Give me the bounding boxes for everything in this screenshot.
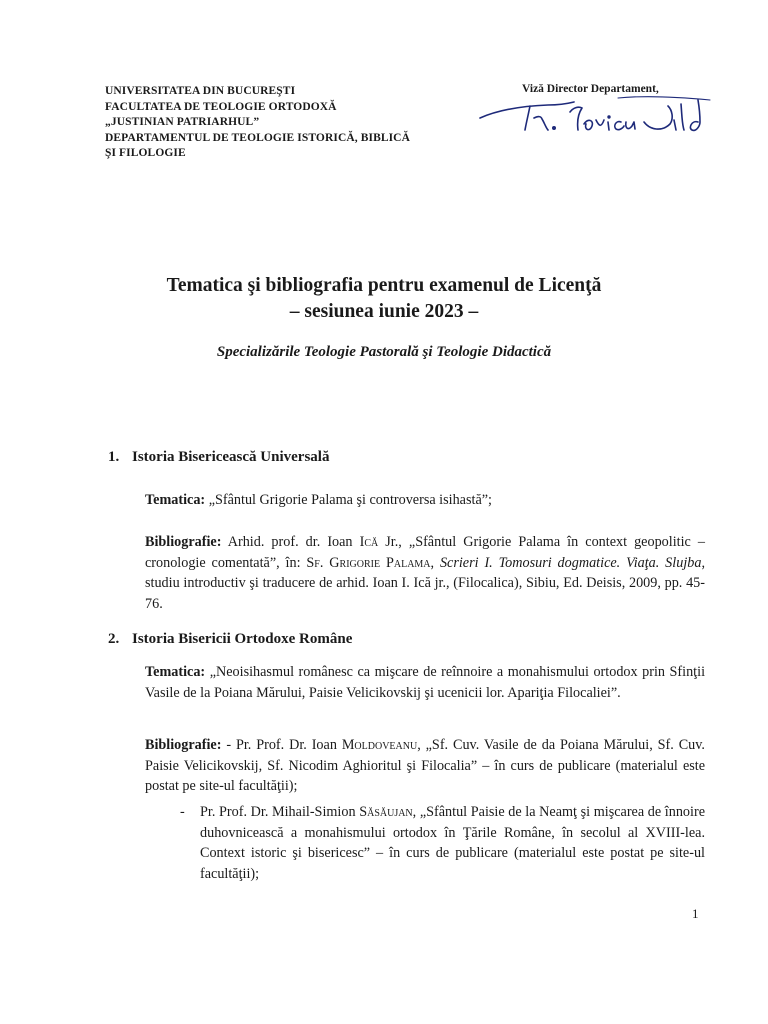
bib-text: , „Sfântul Paisie de la Neamţ şi mişcarea de înnoire duhovnicească a monahismului ortodox în Ţările Române, în secolul al XVIII-lea. Context istoric şi bisericesc” – în curs de publicare (materialul este postat pe site-ul facultăţii); bbox=[200, 804, 705, 882]
institution-header bbox=[105, 84, 410, 162]
section-1-heading bbox=[108, 449, 329, 466]
bib-author: Săsăujan bbox=[359, 804, 413, 820]
bib-text: , bbox=[430, 554, 440, 571]
section-2-number: 2. bbox=[108, 631, 120, 647]
page-number: 1 bbox=[692, 906, 699, 921]
header-line-department-cont: ŞI FILOLOGIE bbox=[105, 147, 186, 159]
bib-text: Pr. Prof. Dr. Mihail-Simion bbox=[200, 804, 360, 820]
bib-text: , „Sf. Cuv. Vasile de da Poiana Mărului, Sf. Cuv. Paisie Velicikovskij, Sf. Nicodim Aghioritul şi Filocalia” – în curs de publicare (materialul este postat pe site-ul facultăţii); bbox=[145, 737, 705, 794]
section-2-title: Istoria Bisericii Ortodoxe Române bbox=[132, 631, 353, 647]
section-1-bibliography bbox=[145, 532, 705, 614]
bibliografie-label: Bibliografie: bbox=[145, 737, 222, 753]
section-2-tematica bbox=[145, 662, 705, 703]
header-line-faculty: FACULTATEA DE TEOLOGIE ORTODOXĂ bbox=[105, 100, 337, 113]
header-line-university: UNIVERSITATEA DIN BUCUREŞTI bbox=[105, 85, 296, 97]
section-1-title: Istoria Bisericească Universală bbox=[132, 449, 330, 465]
bib-text: Arhid. prof. dr. Ioan bbox=[221, 534, 360, 550]
session-title: – sesiunea iunie 2023 – bbox=[289, 301, 479, 322]
tematica-text: „Sfântul Grigorie Palama şi controversa isihastă”; bbox=[208, 492, 492, 508]
section-1-number: 1. bbox=[108, 449, 120, 465]
director-visa-label: Viză Director Departament, bbox=[522, 83, 659, 95]
bib-text: Jr., „Sfântul Grigorie Palama în context geopolitic – cronologie comentată”, în: bbox=[145, 534, 705, 571]
section-2-bibliography-2 bbox=[200, 802, 705, 884]
document-title: Tematica şi bibliografia pentru examenul de Licenţă bbox=[166, 275, 602, 296]
bib-author: Moldoveanu bbox=[341, 737, 418, 753]
list-dash: - bbox=[221, 737, 236, 753]
tematica-label: Tematica: bbox=[145, 664, 206, 680]
bib-author: Ică bbox=[359, 534, 379, 550]
section-1-tematica bbox=[145, 490, 492, 511]
list-dash-2: - bbox=[180, 804, 185, 820]
tematica-text: „Neoisihasmul românesc ca mişcare de reînnoire a monahismului ortodox prin Sfinţii Vasile de la Poiana Mărului, Paisie Velicikovskij şi ucenicii lor. Apariţia Filocaliei”. bbox=[145, 664, 706, 701]
bib-author: Sf. Grigorie Palama bbox=[306, 554, 431, 571]
bib-text: , studiu introductiv şi traducere de arhid. Ioan I. Ică jr., (Filocalica), Sibiu, Ed. Deisis, 2009, pp. 45-76. bbox=[145, 554, 705, 612]
bibliografie-label: Bibliografie: bbox=[145, 534, 222, 550]
tematica-label: Tematica: bbox=[145, 492, 206, 508]
header-line-patriarch: „JUSTINIAN PATRIARHUL” bbox=[105, 116, 260, 128]
header-line-department: DEPARTAMENTUL DE TEOLOGIE ISTORICĂ, BIBLICĂ bbox=[105, 131, 410, 144]
section-2-heading bbox=[108, 631, 352, 648]
director-signature bbox=[478, 88, 718, 146]
bib-book-title: Scrieri I. Tomosuri dogmatice. Viaţa. Slujba bbox=[439, 554, 702, 571]
section-2-bibliography-1 bbox=[145, 735, 705, 797]
specializations-subtitle: Specializările Teologie Pastorală şi Teologie Didactică bbox=[216, 344, 552, 360]
bib-text: Pr. Prof. Dr. Ioan bbox=[235, 737, 342, 753]
